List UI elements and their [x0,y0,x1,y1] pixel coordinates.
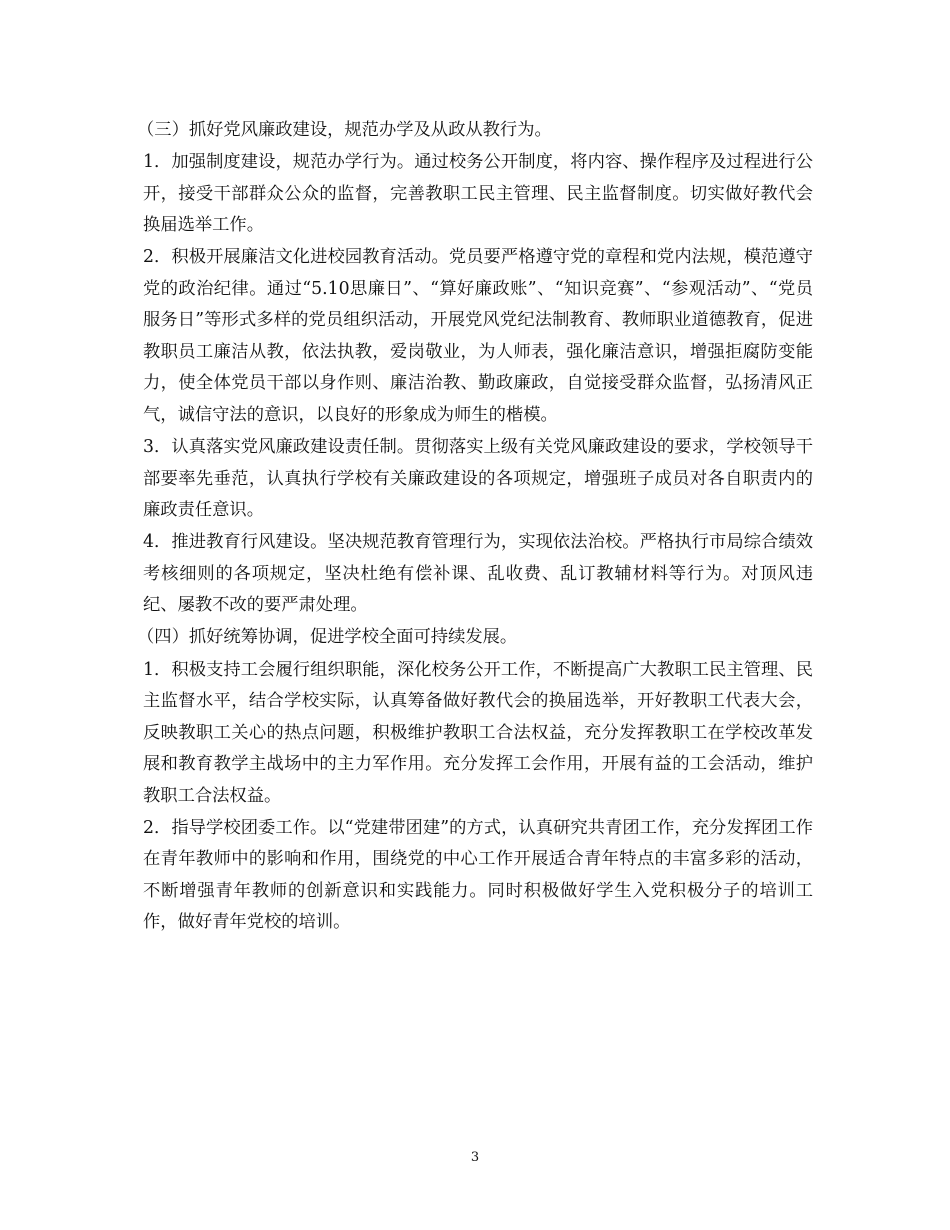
paragraph-item-3: 3．认真落实党风廉政建设责任制。贯彻落实上级有关党风廉政建设的要求，学校领导干部要率先垂范，认真执行学校有关廉政建设的各项规定，增强班子成员对各自职责内的廉政责任意识。 [143,437,813,521]
section-heading-4: （四）抓好统筹协调，促进学校全面可持续发展。 [137,627,518,648]
paragraph-item-4: 4．推进教育行风建设。坚决规范教育管理行为，实现依法治校。严格执行市局综合绩效考核细则的各项规定，坚决杜绝有偿补课、乱收费、乱订教辅材料等行为。对顶风违纪、屡教不改的要严肃处理。 [143,532,813,616]
section-heading-3: （三）抓好党风廉政建设，规范办学及从政从教行为。 [137,120,552,140]
paragraph-item-2: 2．积极开展廉洁文化进校园教育活动。党员要严格遵守党的章程和党内法规，模范遵守党的政治纪律。通过“5.10思廉日”、“算好廉政账”、“知识竞赛”、“参观活动”、“党员服务日”等形式多样的党员组织活动，开展党风党纪法制教育、教师职业道德教育，促进教职员工廉洁从教，依法执教，爱岗敬业，为人师表，强化廉洁意识，增强拒腐防变能力，使全体党员干部以身作则、廉洁治教、勤政廉政，自觉接受群众监督，弘扬清风正气，诚信守法的意识，以良好的形象成为师生的楷模。 [143,247,813,425]
paragraph-item-1: 1．加强制度建设，规范办学行为。通过校务公开制度，将内容、操作程序及过程进行公开，接受干部群众公众的监督，完善教职工民主管理、民主监督制度。切实做好教代会换届选举工作。 [143,152,813,236]
document-body [137,115,813,940]
paragraph-item-2-youth-league: 2．指导学校团委工作。以“党建带团建”的方式，认真研究共青团工作，充分发挥团工作在青年教师中的影响和作用，围绕党的中心工作开展适合青年特点的丰富多彩的活动，不断增强青年教师的创新意识和实践能力。同时积极做好学生入党积极分子的培训工作，做好青年党校的培训。 [143,817,813,933]
paragraph-item-1-union: 1．积极支持工会履行组织职能，深化校务公开工作，不断提高广大教职工民主管理、民主监督水平，结合学校实际，认真筹备做好教代会的换届选举，开好教职工代表大会，反映教职工关心的热点问题，积极维护教职工合法权益，充分发挥教职工在学校改革发展和教育教学主战场中的主力军作用。充分发挥工会作用，开展有益的工会活动，维护教职工合法权益。 [143,659,813,806]
page-number: 3 [470,1150,480,1165]
